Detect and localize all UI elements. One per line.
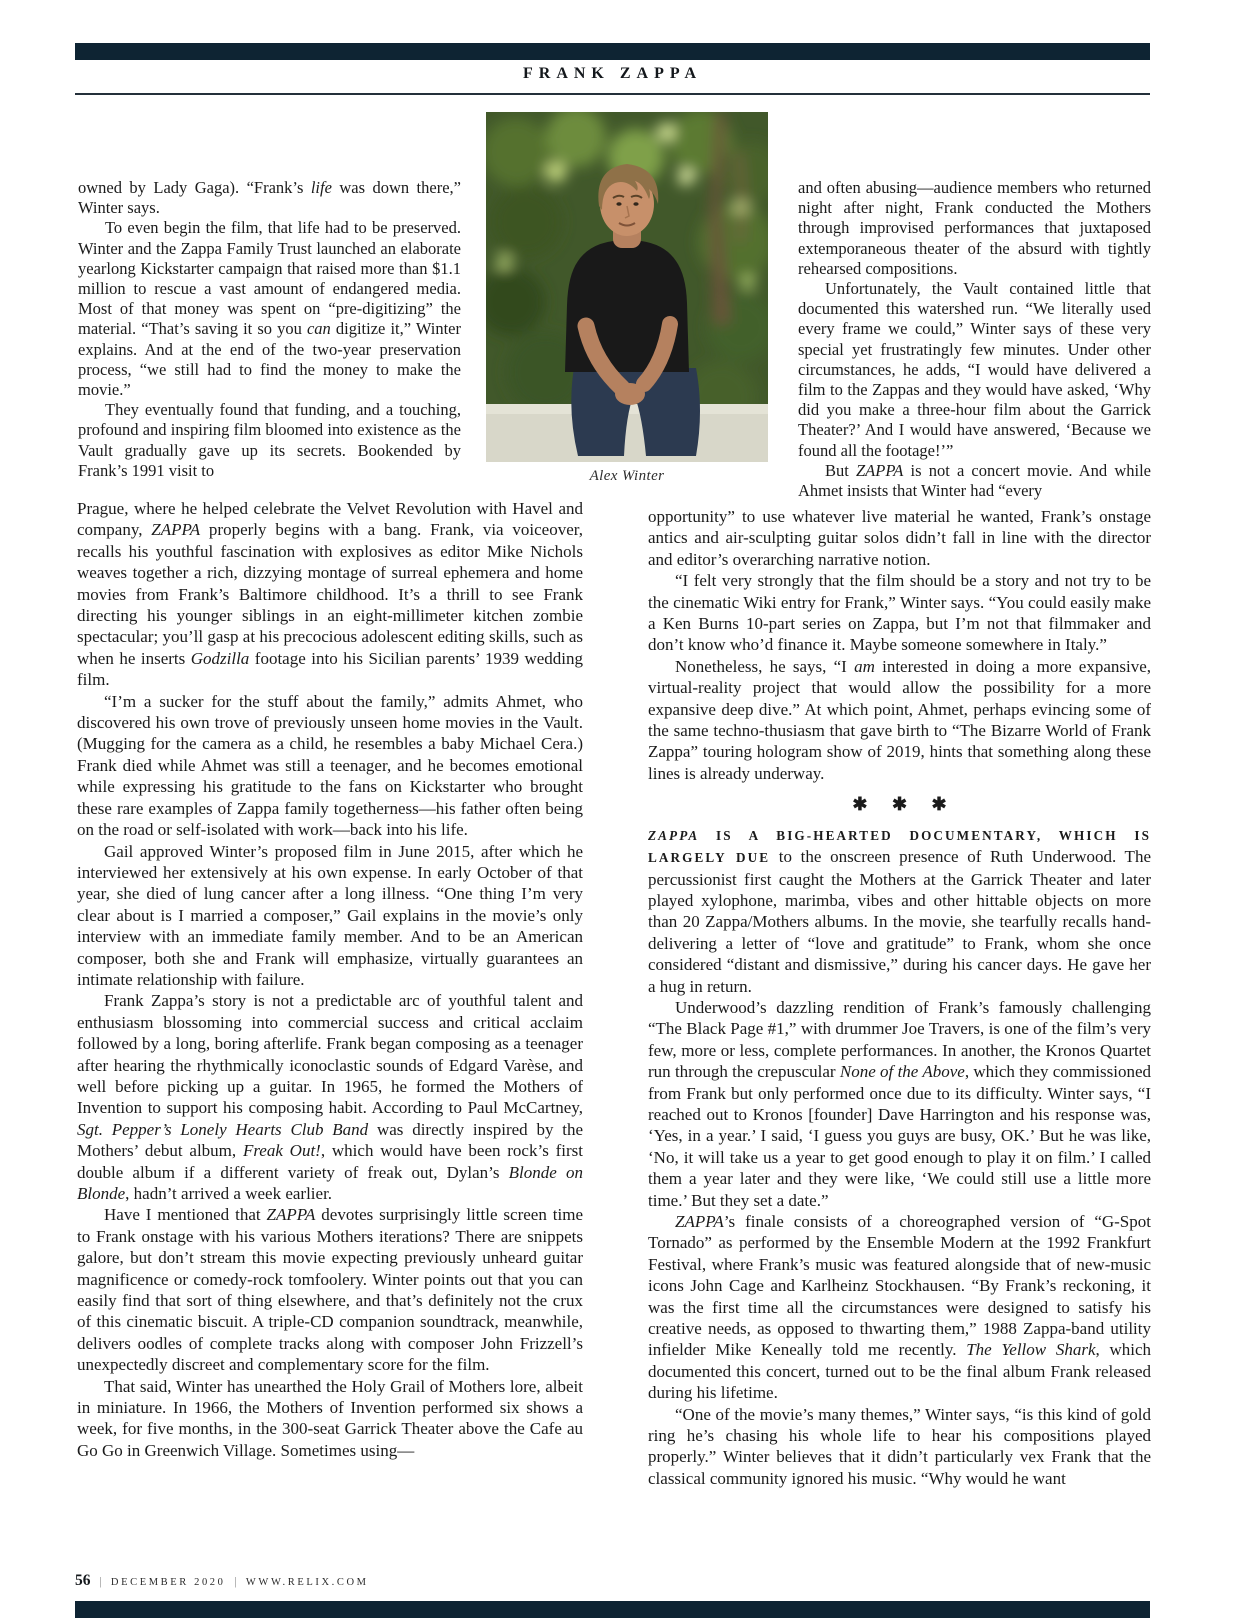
photo-caption: Alex Winter: [589, 468, 665, 484]
paragraph: Nonetheless, he says, “I am interested in doing a more expansive, virtual-reality project that would allow the possibility for a more expansive deep dive.” At which point, Ahmet, perhaps evincing some of the same techno-thusiasm that gave birth to “The Bizarre World of Frank Zappa” touring hologram show of 2019, hints that something along these lines is already underway.: [648, 656, 1151, 783]
paragraph: Have I mentioned that ZAPPA devotes surprisingly little screen time to Frank onstage with his various Mothers iterations? There are snippets galore, but don’t stream this movie expecting previously unheard guitar magnificence or comedy-rock tomfoolery. Winter points out that you can easily find that sort of thing elsewhere, and that’s definitely not the crux of this cinematic biscuit. A triple-CD companion soundtrack, meanwhile, delivers oodles of complete tracks along with composer John Frizzell’s unexpectedly discreet and complementary score for the film.: [77, 1205, 583, 1375]
paragraph: They eventually found that funding, and a touching, profound and inspiring film bloomed into existence as the Vault gradually gave up its secrets. Bookended by Frank’s 1991 visit to: [78, 400, 461, 480]
top-rule-bar: [75, 43, 1150, 60]
paragraph: ZAPPA’s finale consists of a choreographed version of “G-Spot Tornado” as performed by the Ensemble Modern at the 1992 Frankfurt Festival, where Frank’s music was featured alongside that of new-music icons John Cage and Karlheinz Stockhausen. “By Frank’s reckoning, it was the first time all the circumstances were designed to satisfy his creative needs, as opposed to thwarting them,” 1988 Zappa-band utility infielder Mike Keneally told me recently. The Yellow Shark, which documented this concert, turned out to be the final album Frank released during his lifetime.: [648, 1212, 1151, 1403]
right-column-post-divider: [648, 824, 1151, 1490]
paragraph: Frank Zappa’s story is not a predictable arc of youthful talent and enthusiasm blossoming into commercial success and critical acclaim followed by a long, boring afterlife. Frank began composing as a teenager after hearing the rhythmically iconoclastic sounds of Edgard Varèse, and well before picking up a guitar. In 1965, he formed the Mothers of Invention to support his composing habit. According to Paul McCartney, Sgt. Pepper’s Lonely Hearts Club Band was directly inspired by the Mothers’ debut album, Freak Out!, which would have been rock’s first double album if a different variety of freak out, Dylan’s Blonde on Blonde, hadn’t arrived a week earlier.: [77, 991, 583, 1203]
paragraph: owned by Lady Gaga). “Frank’s life was down there,” Winter says.: [78, 178, 461, 218]
page-number: 56: [75, 1572, 91, 1589]
page-footer: [75, 1572, 369, 1590]
page-title: FRANK ZAPPA: [522, 65, 703, 82]
alex-winter-photo-illustration: [486, 112, 768, 462]
title-divider-rule: [75, 93, 1150, 95]
bottom-rule-bar: [75, 1601, 1150, 1618]
footer-separator: |: [234, 1574, 237, 1588]
left-column-top: [78, 178, 461, 500]
paragraph: Gail approved Winter’s proposed film in June 2015, after which he interviewed her extensively at his own expense. In early October of that year, she died of lung cancer after a long illness. “One thing I’m very clear about is I married a composer,” Gail explains in the movie’s only interview with an immediate family member. And to be an American composer, both she and Frank will emphasize, virtually guarantees an intimate relationship with failure.: [77, 841, 583, 989]
right-column-main: [648, 506, 1151, 1572]
paragraph: opportunity” to use whatever live material he wanted, Frank’s onstage antics and air-sculpting guitar solos didn’t fall in line with the director and editor’s overarching narrative notion.: [648, 507, 1151, 569]
paragraph: and often abusing—audience members who returned night after night, Frank conducted the Mothers through improvised performances that juxtaposed extemporaneous theater of the absurd with tightly rehearsed compositions.: [798, 178, 1151, 278]
left-column-main: [77, 498, 583, 1572]
paragraph: But ZAPPA is not a concert movie. And while Ahmet insists that Winter had “every: [798, 460, 1151, 501]
footer-website: WWW.RELIX.COM: [245, 1577, 369, 1588]
article-photo: [486, 112, 768, 462]
paragraph: Prague, where he helped celebrate the Velvet Revolution with Havel and company, ZAPPA properly begins with a bang. Frank, via voiceover, recalls his youthful fascination with explosives as editor Mike Nichols weaves together a rich, dizzying montage of surreal ephemera and home movies from Frank’s Baltimore childhood. It’s a thrill to see Frank directing his younger siblings in an eight-millimeter kitchen zombie spectacular; you’ll gasp at his precocious adolescent editing skills, such as when he inserts Godzilla footage into his Sicilian parents’ 1939 wedding film.: [77, 499, 583, 690]
section-divider-asterisks: ✱ ✱ ✱: [852, 794, 957, 815]
right-column-pre-divider: [648, 506, 1151, 784]
paragraph: “I felt very strongly that the film should be a story and not try to be the cinematic Wiki entry for Frank,” Winter says. “You could easily make a Ken Burns 10-part series on Zappa, but I’m not that filmmaker and don’t know who’d finance it. Maybe someone somewhere in Italy.”: [648, 571, 1151, 655]
paragraph: ZAPPA IS A BIG-HEARTED DOCUMENTARY, WHICH IS LARGELY DUE to the onscreen presence of Ruth Underwood. The percussionist first caught the Mothers at the Garrick Theater and later played xylophone, marimba, vibes and other hittable objects on more than 20 Zappa/Mothers albums. In the movie, she tearfully recalls hand-delivering a letter of “love and gratitude” to Frank, whom she once considered “distant and dismissive,” during his cancer days. He gave her a hug in return.: [648, 827, 1151, 996]
right-column-top: [798, 178, 1151, 508]
paragraph: That said, Winter has unearthed the Holy Grail of Mothers lore, albeit in miniature. In 1966, the Mothers of Invention performed six shows a week, for five months, in the 300-seat Garrick Theater above the Cafe au Go Go in Greenwich Village. Sometimes using—: [77, 1376, 583, 1460]
paragraph: To even begin the film, that life had to be preserved. Winter and the Zappa Family Trust launched an elaborate yearlong Kickstarter campaign that raised more than $1.1 million to rescue a vast amount of endangered media. Most of that money was spent on “pre-digitizing” the material. “That’s saving it so you can digitize it,” Winter explains. And at the end of the two-year preservation process, “we still had to find the money to make the movie.”: [78, 218, 461, 400]
paragraph: “I’m a sucker for the stuff about the family,” admits Ahmet, who discovered his own trove of previously unseen home movies in the Vault. (Mugging for the camera as a child, he resembles a baby Michael Cera.) Frank died while Ahmet was still a teenager, and he becomes emotional while expressing his gratitude to the fans on Kickstarter who brought these rare examples of Zappa family togetherness—his father often being on the road or self-isolated with work—back into his life.: [77, 691, 583, 840]
paragraph: “One of the movie’s many themes,” Winter says, “is this kind of gold ring he’s chasing his whole life to hear his compositions played properly.” Winter believes that it didn’t particularly vex Frank that the classical community ignored his music. “Why would he want: [648, 1404, 1151, 1488]
footer-issue-date: DECEMBER 2020: [110, 1577, 226, 1588]
paragraph: Underwood’s dazzling rendition of Frank’s famously challenging “The Black Page #1,” with drummer Joe Travers, is one of the film’s very few, more or less, complete performances. In another, the Kronos Quartet run through the crepuscular None of the Above, which they commissioned from Frank but only performed once due to its difficulty. Winter says, “I reached out to Kronos [founder] Dave Harrington and his response was, ‘Yes, in a year.’ I said, ‘I guess you guys are busy, OK.’ But he was like, ‘No, it will take us a year to get good enough to play it on film.’ I called them a year later and they were like, ‘We could still use a little more time.’ But they set a date.”: [648, 997, 1151, 1210]
footer-separator: |: [99, 1574, 102, 1588]
paragraph: Unfortunately, the Vault contained little that documented this watershed run. “We literally used every frame we could,” Winter says of these very special yet frustratingly few minutes. Under other circumstances, he adds, “I would have delivered a film to the Zappas and they would have asked, ‘Why did you make a three-hour film about the Garrick Theater?’ And I would have answered, ‘Because we found all the footage!’”: [798, 279, 1151, 460]
